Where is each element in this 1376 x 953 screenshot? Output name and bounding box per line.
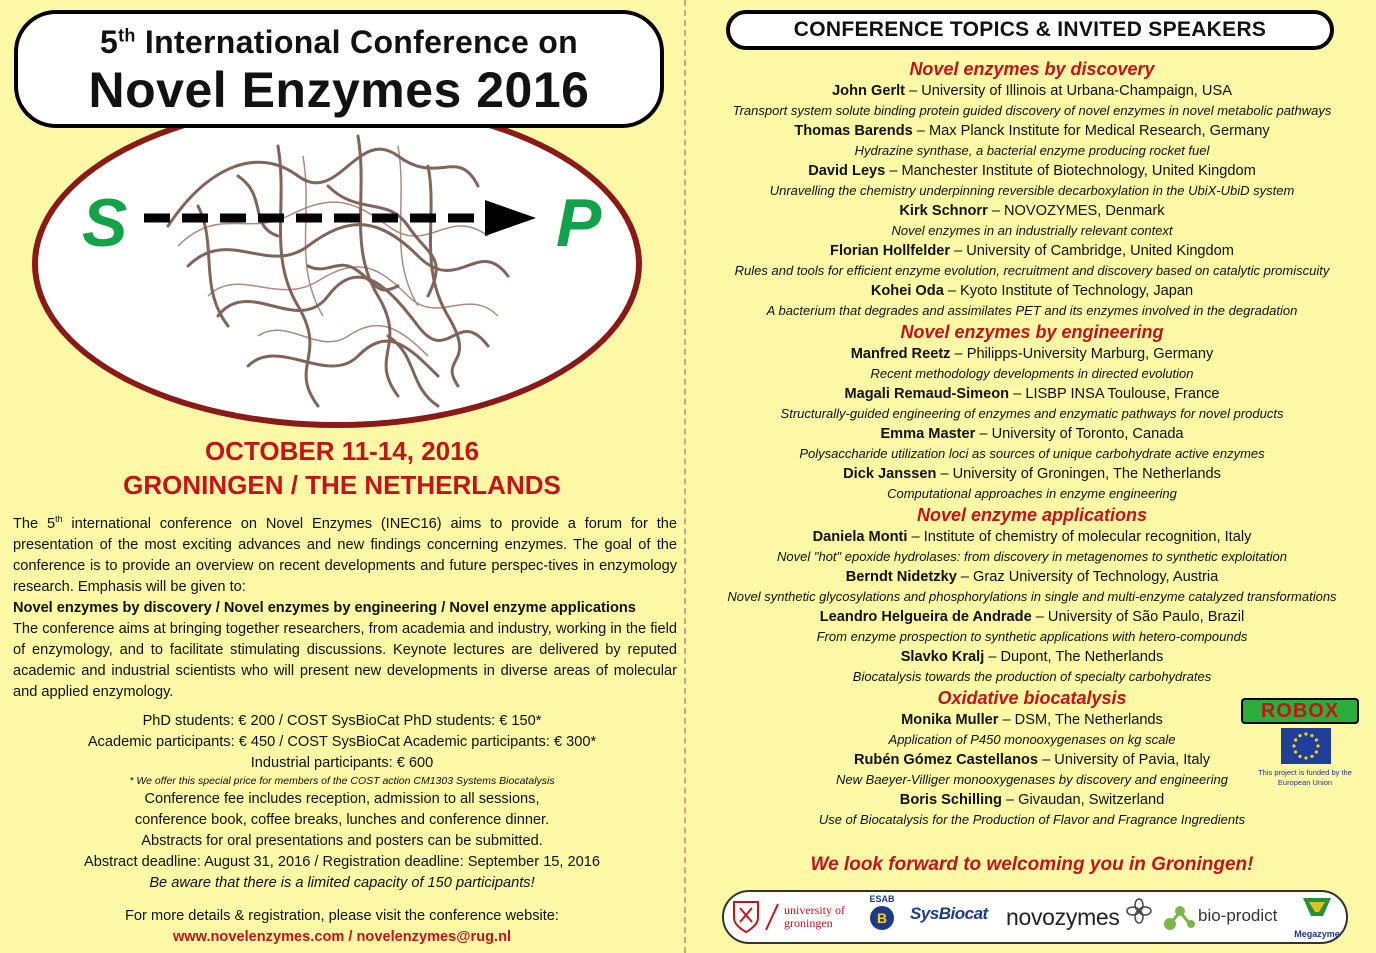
title-line-1: 5th International Conference on [100,24,578,60]
speaker: Rubén Gómez Castellanos – University of Pavia, Italy [853,752,1211,768]
speaker: Manfred Reetz – Philipps-University Marburg, Germany [850,346,1214,362]
speaker: Magali Remaud-Simeon – LISBP INSA Toulouse, France [844,386,1220,402]
section-title: Novel enzyme applications [916,505,1148,525]
talk-title: Unravelling the chemistry underpinning reversible decarboxylation in the UbiX-UbiD system [769,183,1295,198]
fee-academic: Academic participants: € 450 / COST SysBioCat Academic participants: € 300* [87,734,597,750]
bio-prodict-molecule-icon [1162,902,1198,934]
esab-logo: ESAB B [864,894,900,943]
capacity-note: Be aware that there is a limited capacity of 150 participants! [149,875,535,891]
talk-title: Recent methodology developments in directed evolution [870,366,1194,381]
enzyme-illustration [32,100,642,428]
talk-title: Rules and tools for efficient enzyme evolution, recruitment and discovery based on catalytic promiscuity [734,263,1330,278]
speaker: John Gerlt – University of Illinois at Urbana-Champaign, USA [832,83,1232,99]
intro-paragraph-2: The conference aims at bringing together researchers, from academia and industry, working in the field of enzymology, and to facilitate stimulating discussions. Keynote lectures are delivered by reputed academic and industrial scientists who will present new developments in diverse areas of molecular and applied enzymology. [13,620,677,700]
rug-crest-icon [732,900,760,934]
closing-message: We look forward to welcoming you in Groningen! [810,854,1254,875]
fee-note: * We offer this special price for members of the COST action CM1303 Systems Biocatalysis [129,775,555,787]
speaker: Berndt Nidetzky – Graz University of Technology, Austria [845,569,1219,585]
talk-title: Structurally-guided engineering of enzymes and enzymatic pathways for novel products [780,406,1284,421]
eu-funding-note: This project is funded by the European Union [1258,768,1352,787]
talk-title: Biocatalysis towards the production of specialty carbohydrates [852,669,1212,684]
speaker: Emma Master – University of Toronto, Canada [880,426,1184,442]
topics-header: CONFERENCE TOPICS & INVITED SPEAKERS [726,10,1334,50]
talk-title: Hydrazine synthase, a bacterial enzyme producing rocket fuel [854,143,1210,158]
website-link[interactable]: www.novelenzymes.com / novelenzymes@rug.nl [172,929,512,945]
talk-title: Novel "hot" epoxide hydrolases: from discovery in metagenomes to synthetic exploitation [777,549,1287,564]
rug-logo-text: university of groningen [784,903,845,930]
abstracts-info: Abstracts for oral presentations and posters can be submitted. [141,833,543,849]
speaker: Florian Hollfelder – University of Cambridge, United Kingdom [830,243,1234,259]
talk-title: From enzyme prospection to synthetic applications with hetero-compounds [816,629,1248,644]
talk-title: New Baeyer-Villiger monooxygenases by discovery and engineering [836,772,1228,787]
sysbiocat-logo: SysBiocat [910,904,988,923]
fee-industrial: Industrial participants: € 600 [250,755,434,771]
speaker: Kirk Schnorr – NOVOZYMES, Denmark [899,203,1165,219]
speaker: Slavko Kralj – Dupont, The Netherlands [900,649,1164,665]
section-title: Oxidative biocatalysis [937,688,1127,708]
product-label: P [556,185,602,261]
conference-title-box [14,10,664,128]
talk-title: Novel enzymes in an industrially relevant context [891,223,1173,238]
protein-structure-illustration [128,106,558,426]
intro-paragraph-1: The 5th international conference on Novel Enzymes (INEC16) aims to provide a forum for the presentation of the most exciting advances and new findings concerning enzymes. The goal of the conference is to provide an overview on recent developments and future perspec-tives in enzymology research. Emphasis will be given to: [13,514,677,595]
introduction-text [13,509,677,703]
section-title: Novel enzymes by discovery [909,59,1155,79]
sponsor-logos-bar [722,890,1348,944]
novozymes-flower-icon [1126,898,1152,924]
conference-dates: OCTOBER 11-14, 2016 [204,436,480,466]
megazyme-mark-icon [1299,894,1335,928]
speaker: Daniela Monti – Institute of chemistry of molecular recognition, Italy [812,529,1252,545]
section-title: Novel enzymes by engineering [900,322,1164,342]
fee-includes-1: Conference fee includes reception, admission to all sessions, [144,791,540,807]
novozymes-logo: novozymes [1006,904,1120,930]
talk-title: Polysaccharide utilization loci as sources of unique carbohydrate active enzymes [799,446,1265,461]
conference-location: GRONINGEN / THE NETHERLANDS [123,470,561,500]
details-section [0,906,684,948]
title-line-2: Novel Enzymes 2016 [88,62,590,118]
reaction-arrow-icon [140,198,540,238]
fees-section [0,711,684,894]
details-line: For more details & registration, please visit the conference website: [125,908,559,924]
talk-title: Use of Biocatalysis for the Production of Flavor and Fragrance Ingredients [818,812,1246,827]
fee-includes-2: conference book, coffee breaks, lunches and conference dinner. [134,812,550,828]
megazyme-logo: Megazyme [1292,894,1342,939]
fee-phd: PhD students: € 200 / COST SysBioCat PhD students: € 150* [142,713,542,729]
eu-flag-icon [1281,728,1331,764]
robox-logo: ROBOX [1241,698,1359,724]
speaker: Dick Janssen – University of Groningen, The Netherlands [843,466,1221,482]
speaker: Leandro Helgueira de Andrade – University of São Paulo, Brazil [819,609,1245,625]
substrate-label: S [82,185,128,261]
speaker: Boris Schilling – Givaudan, Switzerland [899,792,1165,808]
talk-title: Application of P450 monooxygenases on kg scale [888,732,1176,747]
bio-prodict-logo: bio-prodict [1198,906,1278,925]
speaker: David Leys – Manchester Institute of Biotechnology, United Kingdom [808,163,1256,179]
column-divider [684,0,686,953]
speaker: Monika Muller – DSM, The Netherlands [901,712,1163,728]
talk-title: Transport system solute binding protein guided discovery of novel enzymes in novel metabolic pathways [732,103,1332,118]
svg-text:B: B [876,910,888,926]
deadlines: Abstract deadline: August 31, 2016 / Registration deadline: September 15, 2016 [84,854,600,870]
speaker: Kohei Oda – Kyoto Institute of Technology, Japan [870,283,1194,299]
esab-mark-icon [867,904,897,938]
talk-title: Computational approaches in enzyme engineering [887,486,1177,501]
talk-title: Novel synthetic glycosylations and phosphorylations in single and multi-enzyme catalyzed transformations [727,589,1337,604]
speaker: Thomas Barends – Max Planck Institute for Medical Research, Germany [794,123,1270,139]
intro-topics: Novel enzymes by discovery / Novel enzymes by engineering / Novel enzyme applications [13,599,636,616]
talk-title: A bacterium that degrades and assimilates PET and its enzymes involved in the degradation [766,303,1298,318]
rug-slash-icon [764,902,780,932]
